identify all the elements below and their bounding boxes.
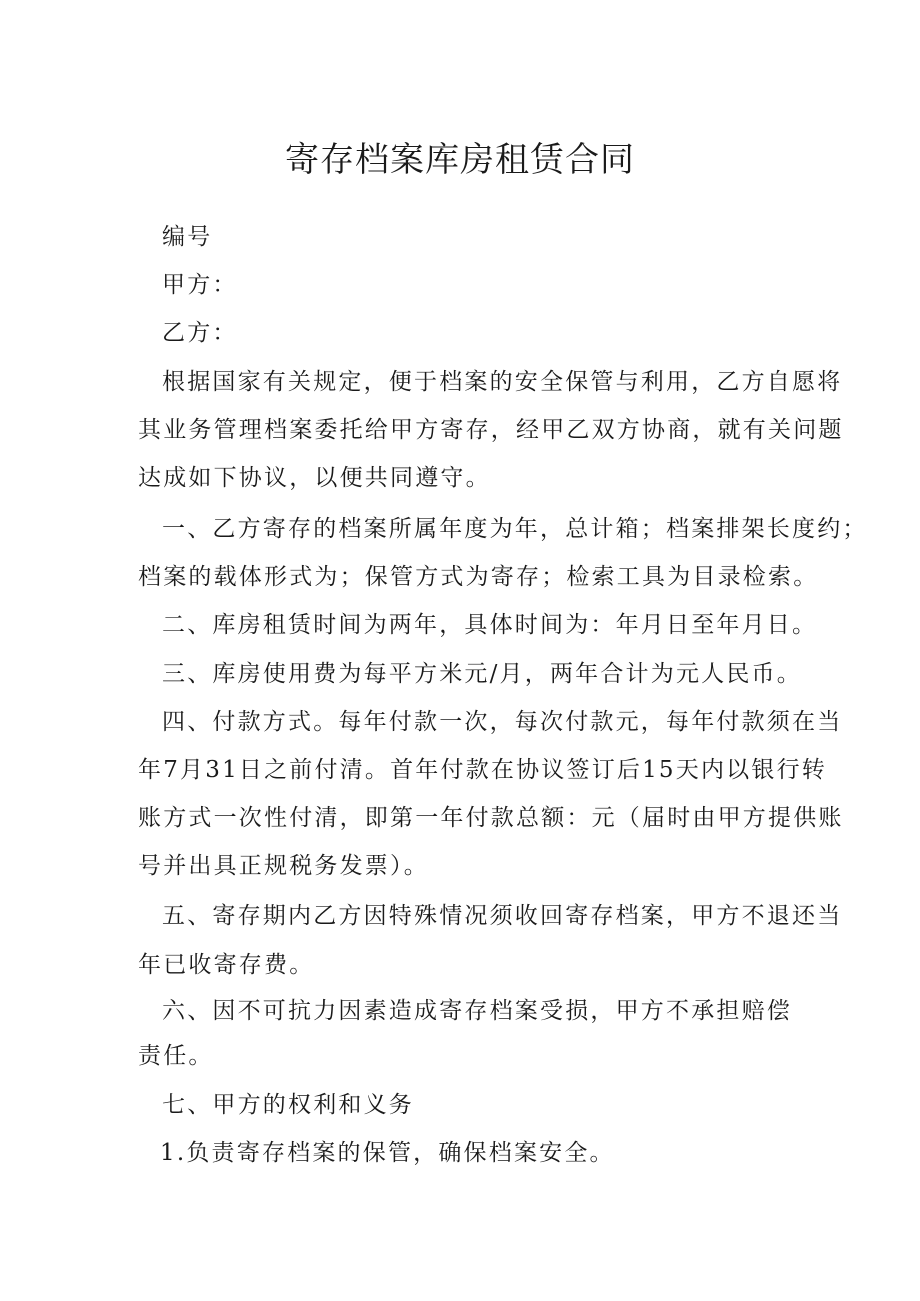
clause-4-line-1: 四、付款方式。每年付款一次，每次付款元，每年付款须在当: [162, 709, 843, 735]
clause-5-line-2: 年已收寄存费。: [138, 952, 315, 978]
preamble-line-1: 根据国家有关规定，便于档案的安全保管与利用，乙方自愿将: [162, 369, 843, 395]
clause-3-line-1: 三、库房使用费为每平方米元/月，两年合计为元人民币。: [162, 661, 802, 687]
preamble-line-2: 其业务管理档案委托给甲方寄存，经甲乙双方协商，就有关问题: [138, 417, 844, 443]
number-label: 编号: [162, 224, 213, 250]
preamble-line-3: 达成如下协议，以便共同遵守。: [138, 465, 491, 491]
clause-5-line-1: 五、寄存期内乙方因特殊情况须收回寄存档案，甲方不退还当: [162, 903, 843, 929]
clause-4-line-2: 年7月31日之前付清。首年付款在协议签订后15天内以银行转: [138, 757, 827, 783]
clause-4-line-4: 号并出具正规税务发票）。: [138, 853, 429, 879]
clause-4-line-3: 账方式一次性付清，即第一年付款总额：元（届时由甲方提供账: [138, 805, 844, 831]
clause-7-heading: 七、甲方的权利和义务: [162, 1092, 414, 1118]
clause-7-item-1: 1.负责寄存档案的保管，确保档案安全。: [160, 1140, 615, 1166]
clause-6-line-2: 责任。: [138, 1043, 214, 1069]
clause-2-line-1: 二、库房租赁时间为两年，具体时间为：年月日至年月日。: [162, 612, 818, 638]
clause-6-line-1: 六、因不可抗力因素造成寄存档案受损，甲方不承担赔偿: [162, 998, 792, 1024]
clause-1-line-1: 一、乙方寄存的档案所属年度为年，总计箱；档案排架长度约；: [162, 516, 868, 542]
party-b-label: 乙方：: [162, 320, 238, 346]
page-title: 寄存档案库房租赁合同: [285, 140, 635, 180]
clause-1-line-2: 档案的载体形式为；保管方式为寄存；检索工具为目录检索。: [138, 564, 819, 590]
party-a-label: 甲方：: [162, 272, 238, 298]
